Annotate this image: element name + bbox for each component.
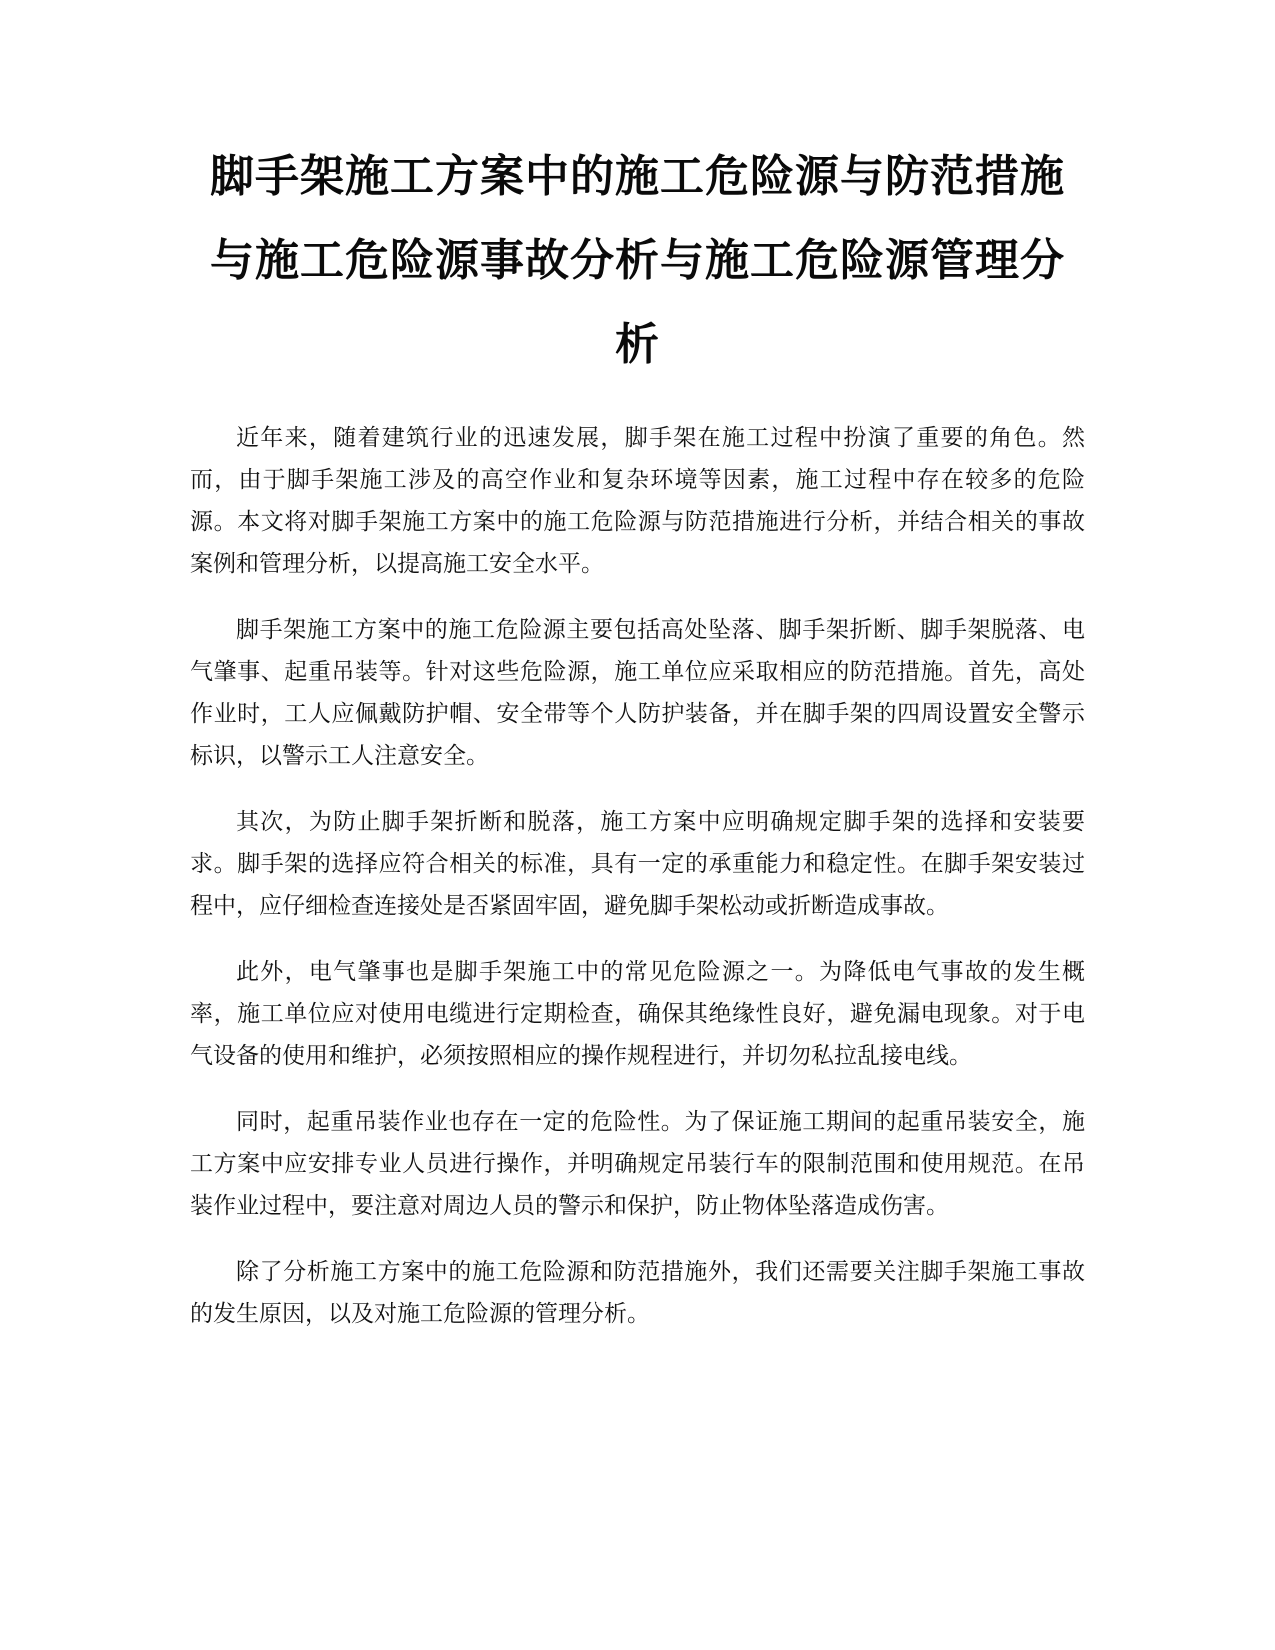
paragraph-4: 此外，电气肇事也是脚手架施工中的常见危险源之一。为降低电气事故的发生概率，施工单位应对使用电缆进行定期检查，确保其绝缘性良好，避免漏电现象。对于电气设备的使用和维护，必须按照相应的操作规程进行，并切勿私拉乱接电线。 [190,959,1085,1069]
paragraph-3: 其次，为防止脚手架折断和脱落，施工方案中应明确规定脚手架的选择和安装要求。脚手架的选择应符合相关的标准，具有一定的承重能力和稳定性。在脚手架安装过程中，应仔细检查连接处是否紧固牢固，避免脚手架松动或折断造成事故。 [190,809,1085,919]
paragraph-6: 除了分析施工方案中的施工危险源和防范措施外，我们还需要关注脚手架施工事故的发生原因，以及对施工危险源的管理分析。 [190,1259,1085,1327]
paragraph-1: 近年来，随着建筑行业的迅速发展，脚手架在施工过程中扮演了重要的角色。然而，由于脚手架施工涉及的高空作业和复杂环境等因素，施工过程中存在较多的危险源。本文将对脚手架施工方案中的施工危险源与防范措施进行分析，并结合相关的事故案例和管理分析，以提高施工安全水平。 [190,425,1085,577]
document-body [190,417,1085,1335]
paragraph-5: 同时，起重吊装作业也存在一定的危险性。为了保证施工期间的起重吊装安全，施工方案中应安排专业人员进行操作，并明确规定吊装行车的限制范围和使用规范。在吊装作业过程中，要注意对周边人员的警示和保护，防止物体坠落造成伤害。 [190,1109,1085,1219]
paragraph-2: 脚手架施工方案中的施工危险源主要包括高处坠落、脚手架折断、脚手架脱落、电气肇事、起重吊装等。针对这些危险源，施工单位应采取相应的防范措施。首先，高处作业时，工人应佩戴防护帽、安全带等个人防护装备，并在脚手架的四周设置安全警示标识，以警示工人注意安全。 [190,617,1085,769]
document-title: 脚手架施工方案中的施工危险源与防范措施与施工危险源事故分析与施工危险源管理分析 [210,151,1065,370]
